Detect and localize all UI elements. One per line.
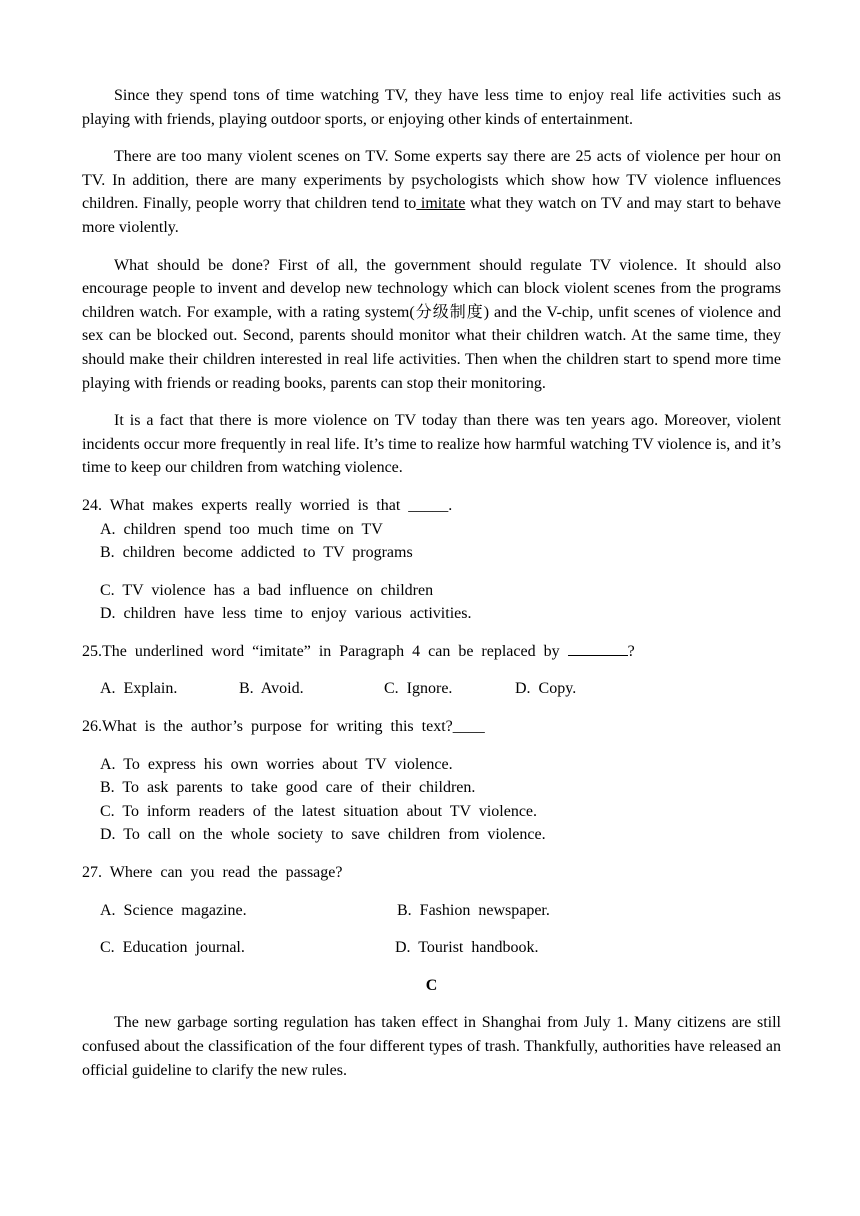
- paragraph-1: Since they spend tons of time watching TV, they have less time to enjoy real life activities such as playing with friends, playing outdoor sports, or enjoying other kinds of entertainment.: [82, 87, 781, 128]
- paragraph-3: What should be done? First of all, the government should regulate TV violence. It should also encourage people to invent and develop new technology which can block violent scenes from the programs children watch. For example, with a rating system(分级制度) and the V-chip, unfit scenes of violence and sex can be blocked out. Second, parents should monitor what their children watch. At the same time, they should make their children interested in real life activities. Then when the children start to spend more time playing with friends or reading books, parents can stop their monitoring.: [82, 256, 781, 392]
- question-27-stem: 27. Where can you read the passage?: [82, 864, 343, 882]
- question-25-option-d: D. Copy.: [515, 680, 577, 698]
- question-27-option-b: B. Fashion newspaper.: [397, 901, 550, 919]
- question-26: [82, 715, 781, 847]
- question-24-option-c: C. TV violence has a bad influence on children: [100, 581, 434, 599]
- paragraph-2-text-b: what they watch on TV and may start to behave more violently.: [82, 195, 782, 236]
- question-27-options-row-2: [82, 936, 781, 960]
- question-26-stem: 26.What is the author’s purpose for writing this text?____: [82, 718, 485, 736]
- paragraph-2: [82, 145, 781, 239]
- question-27-option-d: D. Tourist handbook.: [395, 939, 539, 957]
- question-24-stem: 24. What makes experts really worried is that _____.: [82, 496, 453, 514]
- question-24-option-b: B. children become addicted to TV programs: [100, 544, 413, 562]
- question-25-stem: [82, 640, 781, 664]
- section-c-paragraph-1: The new garbage sorting regulation has taken effect in Shanghai from July 1. Many citizens are still confused about the classification of the four different types of trash. Thankfully, authorities have released an official guideline to clarify the new rules.: [82, 1014, 781, 1079]
- question-26-option-b: B. To ask parents to take good care of their children.: [100, 779, 476, 797]
- question-25: [82, 640, 781, 701]
- question-25-option-a: A. Explain.: [100, 680, 178, 698]
- question-24-option-d: D. children have less time to enjoy various activities.: [100, 605, 472, 623]
- question-25-blank: [568, 641, 628, 656]
- question-27-option-c: C. Education journal.: [100, 939, 245, 957]
- question-24: [82, 494, 781, 626]
- question-25-stem-text: 25.The underlined word “imitate” in Paragraph 4 can be replaced by: [82, 642, 560, 660]
- section-c-heading: C: [425, 976, 438, 994]
- question-25-options: [82, 677, 781, 701]
- question-26-option-c: C. To inform readers of the latest situation about TV violence.: [100, 802, 538, 820]
- underlined-word-imitate: imitate: [416, 195, 466, 213]
- question-26-option-a: A. To express his own worries about TV violence.: [100, 755, 453, 773]
- question-25-stem-end: ?: [627, 642, 635, 660]
- paragraph-2-text-a: There are too many violent scenes on TV. Some experts say there are 25 acts of violence per hour on TV. In addition, there are many experiments by psychologists which show how TV violence influences children. Finally, people worry that children tend to: [82, 148, 781, 213]
- document-page: [82, 84, 781, 1096]
- question-24-option-a: A. children spend too much time on TV: [100, 520, 383, 538]
- question-27-option-a: A. Science magazine.: [100, 901, 247, 919]
- paragraph-4: It is a fact that there is more violence on TV today than there was ten years ago. Moreover, violent incidents occur more frequently in real life. It’s time to realize how harmful watching TV violence is, and it’s time to keep our children from watching violence.: [82, 412, 781, 477]
- question-26-option-d: D. To call on the whole society to save children from violence.: [100, 826, 546, 844]
- question-25-option-c: C. Ignore.: [384, 680, 453, 698]
- question-27-options-row-1: [82, 899, 781, 923]
- question-25-option-b: B. Avoid.: [239, 680, 304, 698]
- question-27: [82, 861, 781, 960]
